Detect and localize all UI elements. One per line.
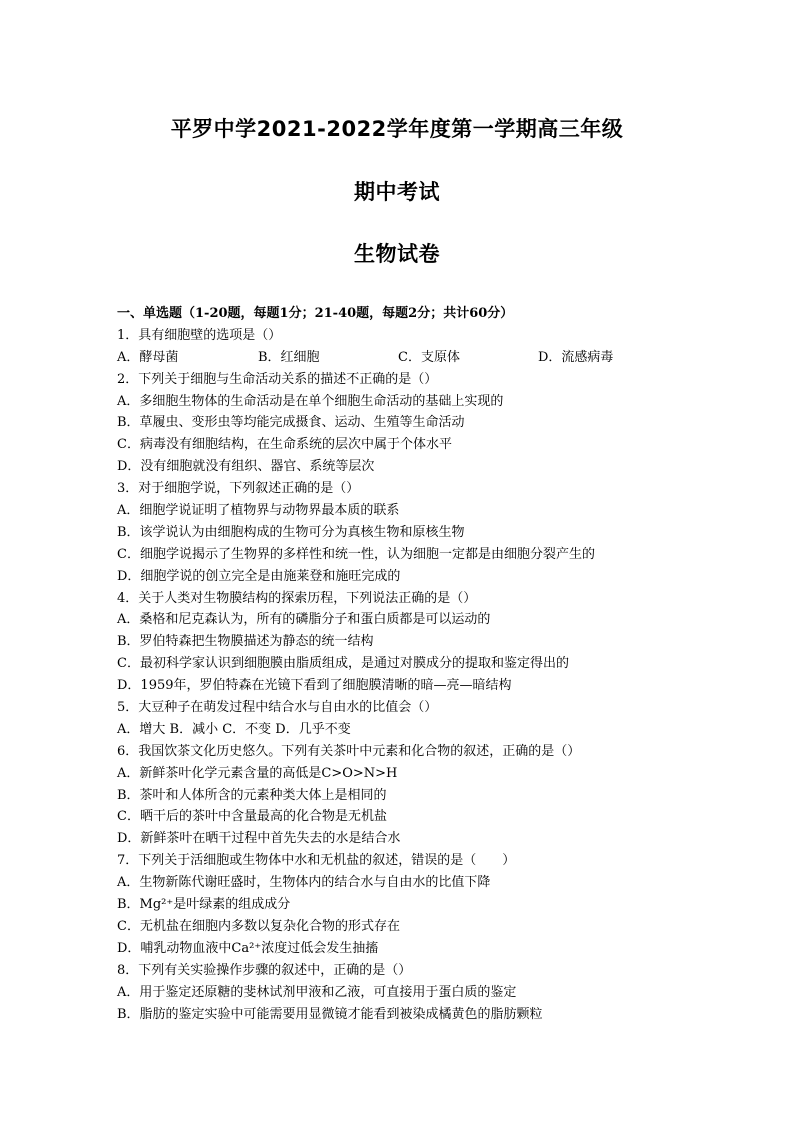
question-8-stem: 8．下列有关实验操作步骤的叙述中，正确的是（） <box>117 962 412 978</box>
option-b: B．该学说认为由细胞构成的生物可分为真核生物和原核生物 <box>117 524 465 540</box>
section-heading: 一、单选题（1-20题，每题1分；21-40题，每题2分；共计60分） <box>117 306 514 321</box>
option-a: A．桑格和尼克森认为，所有的磷脂分子和蛋白质都是可以运动的 <box>117 612 491 628</box>
question-4-stem: 4．关于人类对生物膜结构的探索历程，下列说法正确的是（） <box>117 590 477 606</box>
option-b: B．罗伯特森把生物膜描述为静态的统一结构 <box>117 634 374 650</box>
option-b: B．红细胞 <box>258 349 320 365</box>
question-5-options: A．增大 B．减小 C．不变 D．几乎不变 <box>117 721 351 737</box>
option-d: D．细胞学说的创立完全是由施莱登和施旺完成的 <box>117 568 401 584</box>
question-2-stem: 2．下列关于细胞与生命活动关系的描述不正确的是（） <box>117 371 438 387</box>
question-7-stem: 7．下列关于活细胞或生物体中水和无机盐的叙述，错误的是（ ） <box>117 853 516 869</box>
option-b: B．脂肪的鉴定实验中可能需要用显微镜才能看到被染成橘黄色的脂肪颗粒 <box>117 1006 543 1022</box>
option-c: C．晒干后的茶叶中含量最高的化合物是无机盐 <box>117 809 387 825</box>
option-d: D．哺乳动物血液中Ca²⁺浓度过低会发生抽搐 <box>117 940 379 956</box>
question-5-stem: 5．大豆种子在萌发过程中结合水与自由水的比值会（） <box>117 700 438 716</box>
subject-title: 生物试卷 <box>354 242 440 266</box>
question-3-stem: 3．对于细胞学说，下列叙述正确的是（） <box>117 481 360 497</box>
option-a: A．细胞学说证明了植物界与动物界最本质的联系 <box>117 503 400 519</box>
option-b: B．Mg²⁺是叶绿素的组成成分 <box>117 897 291 913</box>
option-b: B．茶叶和人体所含的元素种类大体上是相同的 <box>117 787 387 803</box>
option-a: A．新鲜茶叶化学元素含量的高低是C>O>N>H <box>117 765 398 781</box>
option-d: D．流感病毒 <box>538 349 614 365</box>
option-d: D．新鲜茶叶在晒干过程中首先失去的水是结合水 <box>117 831 401 847</box>
option-a: A．生物新陈代谢旺盛时，生物体内的结合水与自由水的比值下降 <box>117 875 491 891</box>
question-6-stem: 6．我国饮茶文化历史悠久。下列有关茶叶中元素和化合物的叙述，正确的是（） <box>117 743 581 759</box>
option-a: A．多细胞生物体的生命活动是在单个细胞生命活动的基础上实现的 <box>117 393 504 409</box>
option-d: D．没有细胞就没有组织、器官、系统等层次 <box>117 459 375 475</box>
exam-subtitle: 期中考试 <box>354 180 440 204</box>
option-c: C．细胞学说揭示了生物界的多样性和统一性，认为细胞一定都是由细胞分裂产生的 <box>117 546 595 562</box>
option-c: C．无机盐在细胞内多数以复杂化合物的形式存在 <box>117 918 400 934</box>
option-a: A．酵母菌 <box>117 349 179 365</box>
option-c: C．最初科学家认识到细胞膜由脂质组成，是通过对膜成分的提取和鉴定得出的 <box>117 656 569 672</box>
option-a: A．用于鉴定还原糖的斐林试剂甲液和乙液，可直接用于蛋白质的鉴定 <box>117 984 517 1000</box>
question-1-stem: 1．具有细胞壁的选项是（） <box>117 327 282 343</box>
option-b: B．草履虫、变形虫等均能完成摄食、运动、生殖等生命活动 <box>117 415 465 431</box>
question-1-options <box>117 347 717 369</box>
question-list <box>117 303 717 1025</box>
option-c: C．支原体 <box>398 349 460 365</box>
option-c: C．病毒没有细胞结构，在生命系统的层次中属于个体水平 <box>117 437 452 453</box>
option-d: D．1959年，罗伯特森在光镜下看到了细胞膜清晰的暗—亮—暗结构 <box>117 678 512 694</box>
exam-title: 平罗中学2021-2022学年度第一学期高三年级 <box>170 117 624 141</box>
